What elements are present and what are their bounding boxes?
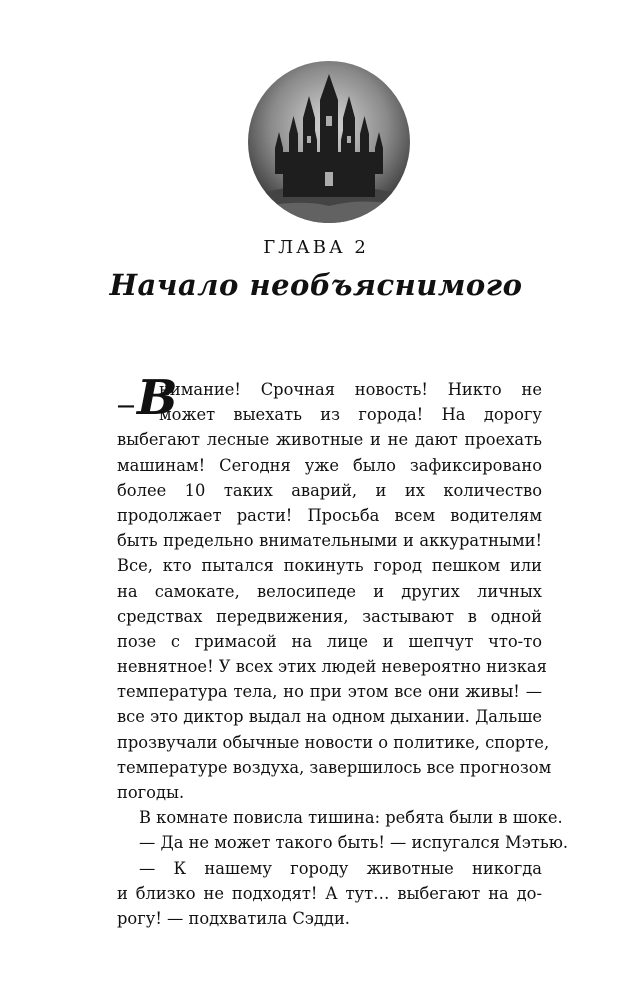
text-line: — К нашему городу животные никогда bbox=[139, 858, 542, 878]
text-line: рогу! — подхватила Сэдди. bbox=[117, 908, 350, 928]
text-line: машинам! Сегодня уже было зафиксировано bbox=[117, 455, 542, 475]
castle-icon bbox=[247, 60, 411, 224]
text-line: Все, кто пытался покинуть город пешком или bbox=[117, 556, 542, 576]
text-line: продолжает расти! Просьба всем водителям bbox=[117, 505, 542, 525]
text-line: и близко не подходят! А тут… выбегают на до- bbox=[117, 883, 542, 903]
chapter-number: ГЛАВА 2 bbox=[263, 237, 369, 258]
drop-cap-dash: — bbox=[117, 395, 135, 416]
chapter-title: Начало необъяснимого bbox=[109, 268, 523, 302]
text-line: более 10 таких аварий, и их количество bbox=[117, 480, 542, 500]
text-line: все это диктор выдал на одном дыхании. Дальше bbox=[117, 707, 542, 727]
text-line: температуре воздуха, завершилось все прогнозом bbox=[117, 757, 552, 777]
text-line: В комнате повисла тишина: ребята были в шоке. bbox=[139, 808, 563, 828]
text-line: невнятное! У всех этих людей невероятно низкая bbox=[117, 657, 547, 677]
text-line: средствах передвижения, застывают в одной bbox=[117, 606, 542, 626]
text-line: прозвучали обычные новости о политике, спорте, bbox=[117, 732, 550, 752]
drop-cap-letter: В bbox=[137, 370, 178, 426]
text-line: быть предельно внимательными и аккуратными! bbox=[117, 531, 542, 551]
castle-emblem-illustration bbox=[247, 60, 411, 224]
text-line: температура тела, но при этом все они живы! — bbox=[117, 682, 542, 702]
text-line: может выехать из города! На дорогу bbox=[159, 405, 542, 425]
text-line: выбегают лесные животные и не дают проехать bbox=[117, 430, 542, 450]
chapter-body-text bbox=[117, 377, 569, 931]
text-line: на самокате, велосипеде и других личных bbox=[117, 581, 542, 601]
text-line: нимание! Срочная новость! Никто не bbox=[159, 380, 542, 399]
text-line: — Да не может такого быть! — испугался Мэтью. bbox=[139, 833, 569, 853]
text-line: погоды. bbox=[117, 783, 185, 802]
text-line: позе с гримасой на лице и шепчут что-то bbox=[117, 631, 542, 651]
